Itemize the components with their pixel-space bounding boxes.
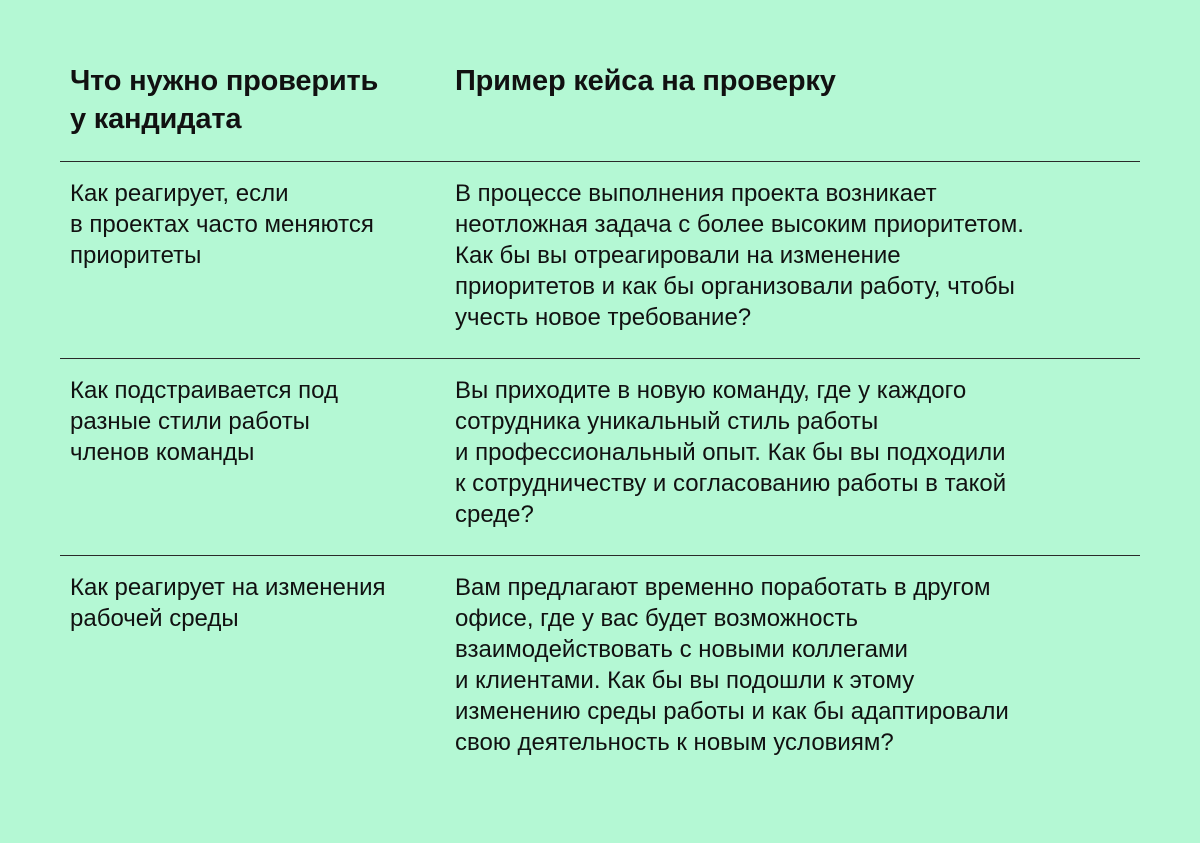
case-cell: Вы приходите в новую команду, где у каждого сотрудника уникальный стиль работы и профессиональный опыт. Как бы вы подходили к сотрудничеству и согласованию работы в такой среде? [455,377,1007,528]
row-divider [60,358,1140,359]
row-divider [60,555,1140,556]
case-cell: Вам предлагают временно поработать в другом офисе, где у вас будет возможность взаимодействовать с новыми коллегами и клиентами. Как бы вы подошли к этому изменению среды работы и как бы адаптировали свою деятельность к новым условиям? [455,574,1009,756]
header-criterion: Что нужно проверить у кандидата [70,65,379,135]
criterion-cell: Как реагирует на изменения рабочей среды [70,574,386,632]
header-case-example: Пример кейса на проверку [455,65,836,97]
criterion-cell: Как подстраивается под разные стили работы членов команды [70,377,338,466]
case-cell: В процессе выполнения проекта возникает неотложная задача с более высоким приоритетом. Как бы вы отреагировали на изменение приоритетов и как бы организовали работу, чтобы учесть новое требование? [455,180,1024,331]
criterion-cell: Как реагирует, если в проектах часто меняются приоритеты [70,180,374,269]
row-divider [60,161,1140,162]
